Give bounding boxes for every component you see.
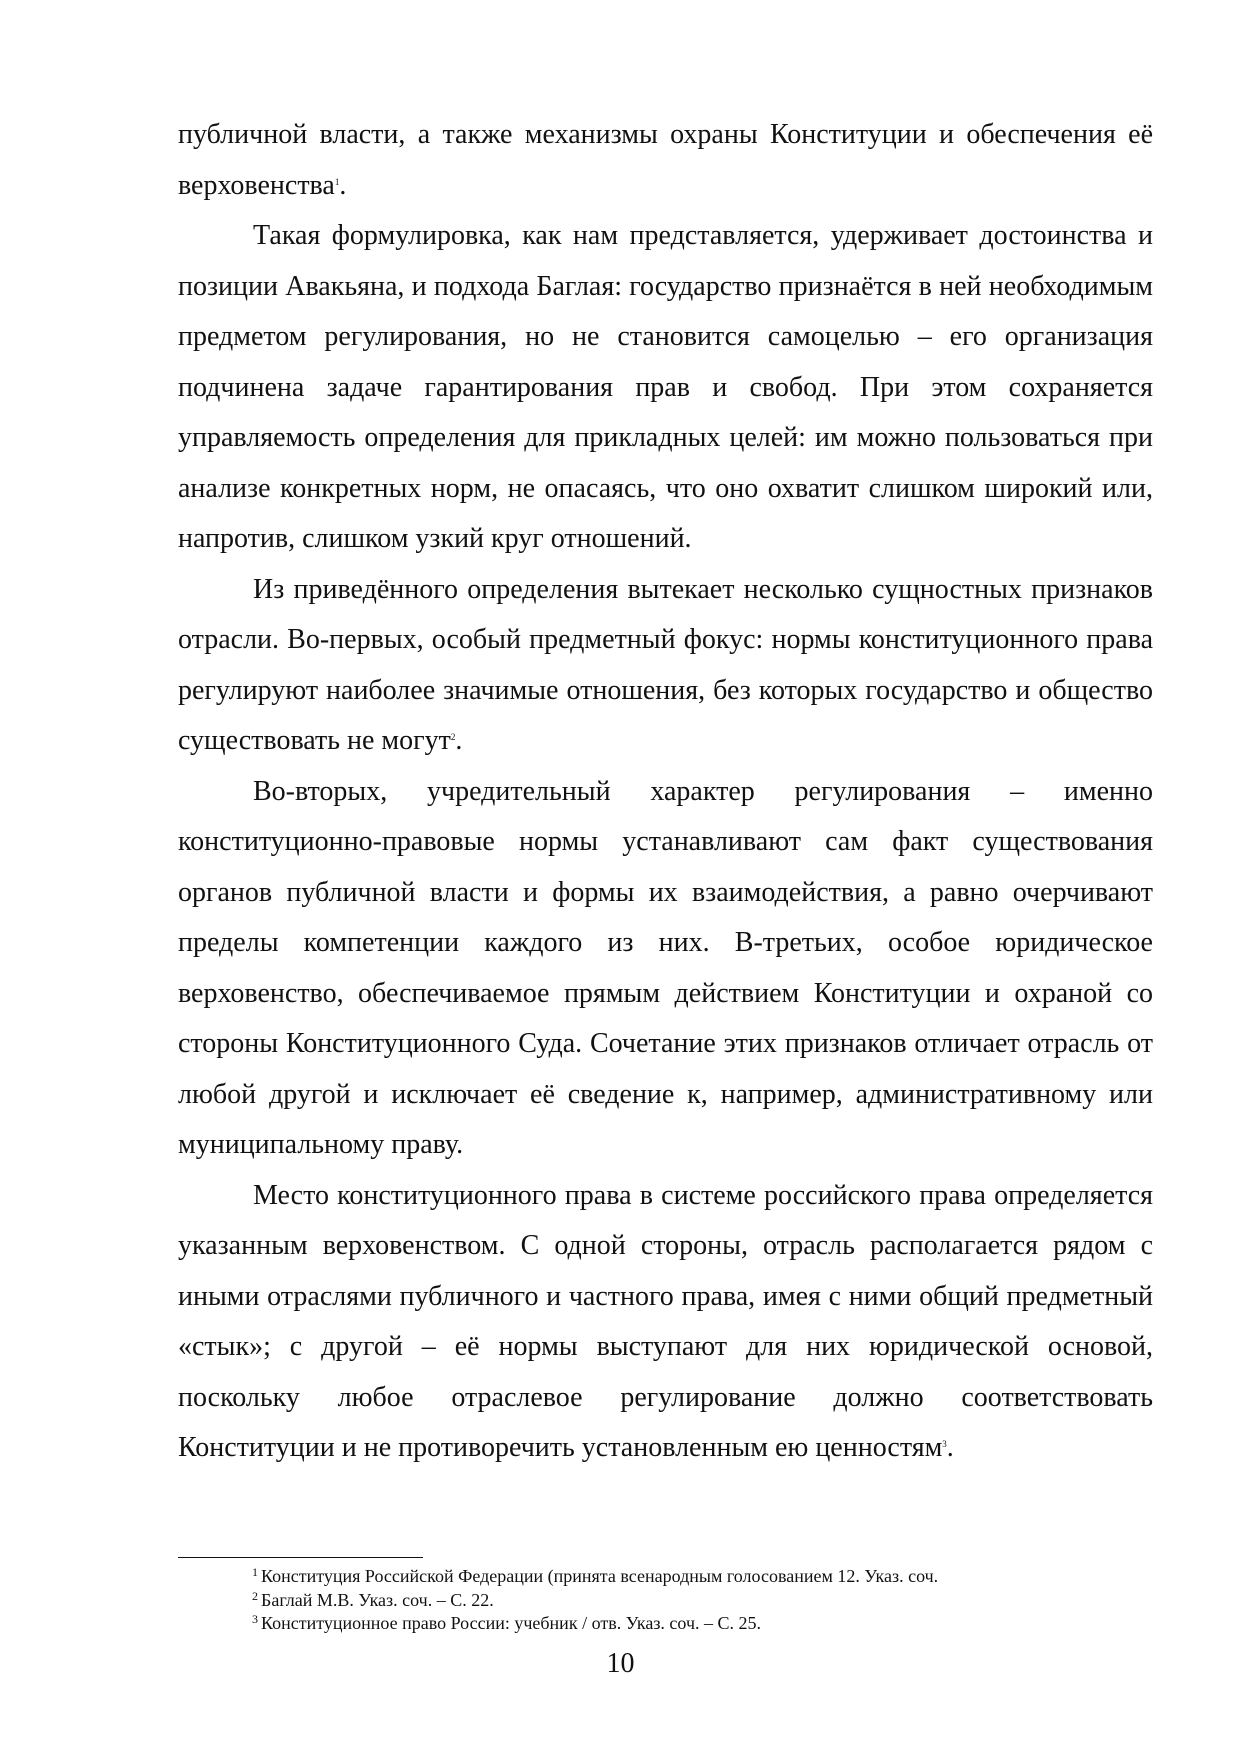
footnote-2: [252, 1589, 1152, 1613]
footnote-1: [252, 1565, 1152, 1589]
paragraph-1-text: публичной власти, а также механизмы охраны Конституции и обеспечения её верховенства: [178, 119, 1153, 201]
paragraph-5: [178, 1171, 1153, 1474]
paragraph-5-text: Место конституционного права в системе российского права определяется указанным верховенством. С одной стороны, отрасль располагается рядом с иными отраслями публичного и частного права, имея с ними общий предметный «стык»; с другой – её нормы выступают для них юридической основой, поскольку любое отраслевое регулирование должно соответствовать Конституции и не противоречить установленным ею ценностям: [178, 1179, 1153, 1463]
footnote-ref-2[interactable]: 2: [450, 732, 456, 742]
paragraph-2: [178, 211, 1153, 565]
paragraph-2-text: Такая формулировка, как нам представляется, удерживает достоинства и позиции Авакьяна, и подхода Баглая: государство признаётся в ней необходимым предметом регулирования, но не становится самоцелью – его организация подчинена задаче гарантирования прав и свобод. При этом сохраняется управляемость определения для прикладных целей: им можно пользоваться при анализе конкретных норм, не опасаясь, что оно охватит слишком широкий или, напротив, слишком узкий круг отношений.: [178, 220, 1153, 554]
paragraph-3: [178, 565, 1153, 767]
footnote-3-text: Конституционное право России: учебник / отв. Указ. соч. – С. 25.: [261, 1613, 762, 1633]
footnote-ref-3[interactable]: 3: [942, 1439, 947, 1449]
paragraph-4: [178, 767, 1153, 1171]
paragraph-3-text: Из приведённого определения вытекает несколько сущностных признаков отрасли. Во-первых, особый предметный фокус: нормы конституционного права регулируют наиболее значимые отношения, без которых государство и общество существовать не могут: [178, 573, 1153, 756]
page-number: 10: [606, 1648, 635, 1679]
footnote-3: [252, 1612, 1152, 1636]
paragraph-4-text: Во-вторых, учредительный характер регулирования – именно конституционно-правовые нормы устанавливают сам факт существования органов публичной власти и формы их взаимодействия, а равно очерчивают пределы компетенции каждого из них. В-третьих, особое юридическое верховенство, обеспечиваемое прямым действием Конституции и охраной со стороны Конституционного Суда. Сочетание этих признаков отличает отрасль от любой другой и исключает её сведение к, например, административному или муниципальному праву.: [178, 775, 1153, 1160]
footnote-1-text: Конституция Российской Федерации (принята всенародным голосованием 12. Указ. соч.: [261, 1566, 939, 1586]
paragraph-5-tail: .: [946, 1432, 954, 1463]
footnote-ref-1[interactable]: 1: [334, 176, 340, 187]
body-text: [178, 110, 1153, 1474]
footnote-2-number: 2: [252, 1588, 258, 1603]
footnote-1-number: 1: [252, 1565, 258, 1579]
footnote-separator: [178, 1557, 423, 1558]
paragraph-3-tail: .: [455, 725, 463, 756]
paragraph-1-tail: .: [339, 169, 347, 201]
footnotes: [252, 1565, 1152, 1636]
footnote-3-number: 3: [252, 1612, 258, 1626]
paragraph-1: [178, 110, 1153, 211]
footnote-2-text: Баглай М.В. Указ. соч. – С. 22.: [261, 1589, 494, 1610]
